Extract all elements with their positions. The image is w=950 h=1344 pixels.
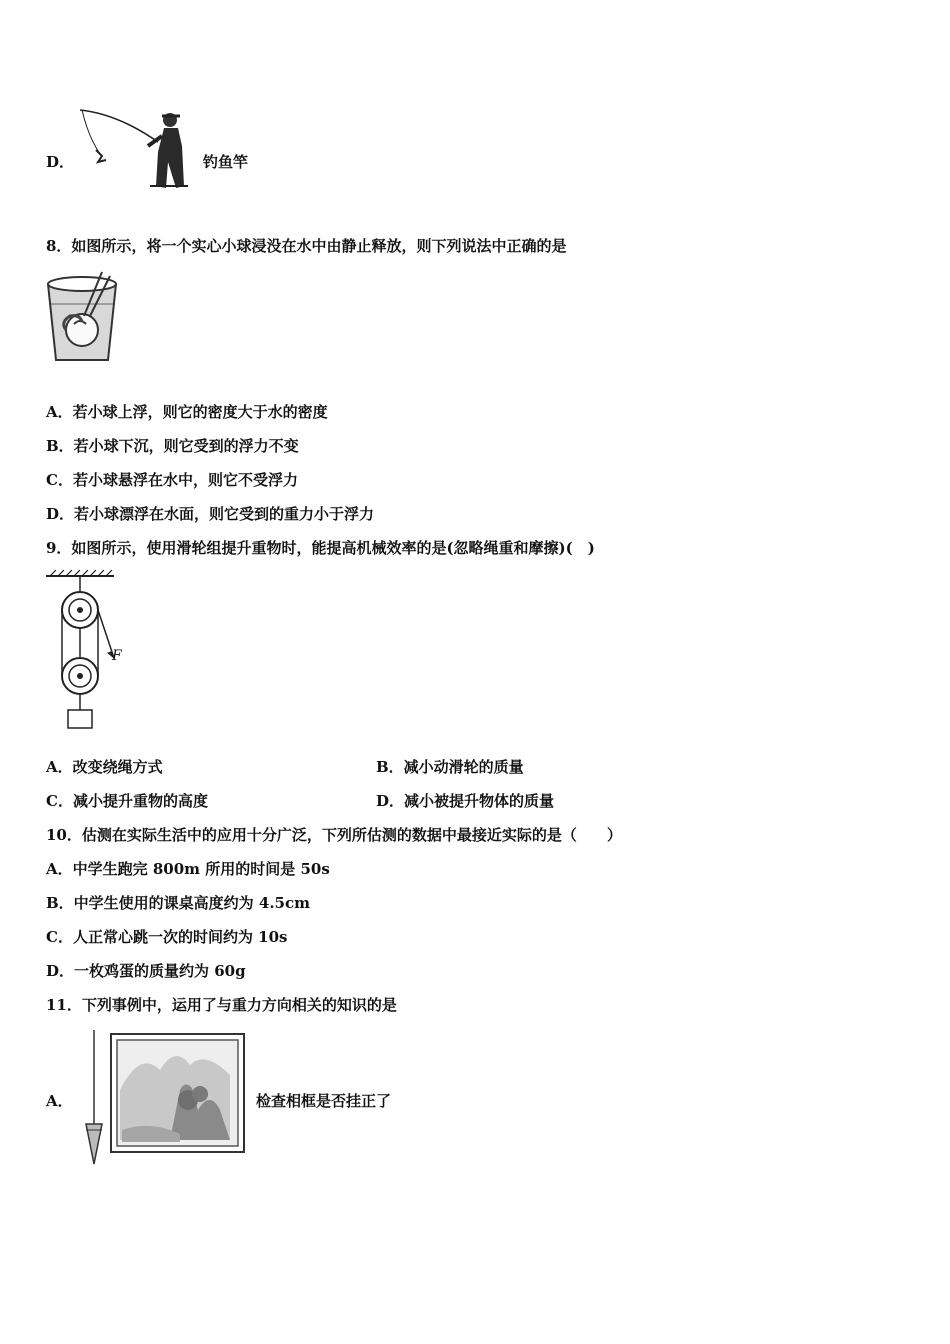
q8-option-d: D．若小球漂浮在水面，则它受到的重力小于浮力: [46, 505, 375, 523]
q11-option-a-text: 检查相框是否挂正了: [256, 1092, 392, 1110]
q9-option-c: C．减小提升重物的高度: [46, 792, 208, 810]
q10-option-d: D．一枚鸡蛋的质量约为 60g: [46, 962, 246, 980]
q9-stem: 9．如图所示，使用滑轮组提升重物时，能提高机械效率的是(忽略绳重和摩擦)( ): [46, 539, 595, 557]
q7-option-d-text: 钓鱼竿: [203, 153, 249, 171]
q9-option-b: B．减小动滑轮的质量: [376, 758, 524, 776]
q11-stem: 11．下列事例中，运用了与重力方向相关的知识的是: [46, 996, 397, 1014]
force-label: F: [112, 648, 122, 664]
glass-ball-figure: [44, 268, 120, 364]
q9-option-a: A．改变绕绳方式: [46, 758, 163, 776]
q7-option-d-letter: D．: [46, 153, 75, 171]
q10-option-a: A．中学生跑完 800m 所用的时间是 50s: [46, 860, 330, 878]
q9-option-d: D．减小被提升物体的质量: [376, 792, 555, 810]
q10-option-b: B．中学生使用的课桌高度约为 4.5cm: [46, 894, 311, 912]
plumb-frame-figure: [80, 1030, 248, 1168]
q8-option-b: B．若小球下沉，则它受到的浮力不变: [46, 437, 299, 455]
q10-option-c: C．人正常心跳一次的时间约为 10s: [46, 928, 288, 946]
q10-stem: 10．估测在实际生活中的应用十分广泛，下列所估测的数据中最接近实际的是（ ）: [46, 826, 622, 844]
q8-option-a: A．若小球上浮，则它的密度大于水的密度: [46, 403, 328, 421]
q8-stem: 8．如图所示，将一个实心小球浸没在水中由静止释放，则下列说法中正确的是: [46, 237, 567, 255]
q8-option-c: C．若小球悬浮在水中，则它不受浮力: [46, 471, 298, 489]
fishing-figure: [78, 106, 190, 194]
q11-option-a-letter: A．: [46, 1092, 73, 1110]
